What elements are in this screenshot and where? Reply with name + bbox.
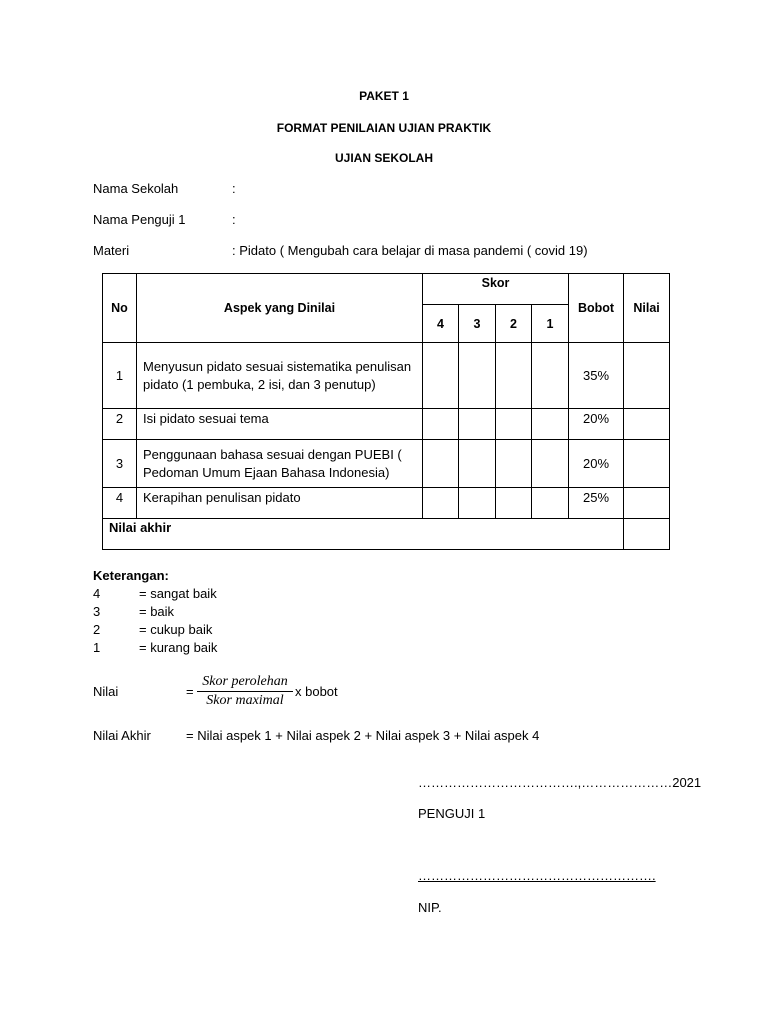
header-skor-1: 1 bbox=[532, 305, 569, 343]
keterangan-key: 2 bbox=[93, 622, 101, 637]
score-cell[interactable] bbox=[496, 343, 532, 409]
keterangan-desc: = kurang baik bbox=[139, 640, 218, 655]
score-cell[interactable] bbox=[459, 343, 496, 409]
nama-sekolah-label: Nama Sekolah bbox=[93, 181, 179, 196]
header-skor-2: 2 bbox=[496, 305, 532, 343]
table-row bbox=[103, 488, 670, 519]
nip-label: NIP. bbox=[418, 900, 442, 915]
nilai-akhir-formula-label: Nilai Akhir bbox=[93, 728, 151, 743]
formula-numerator: Skor perolehan bbox=[197, 674, 293, 692]
row-aspek: Kerapihan penulisan pidato bbox=[137, 488, 423, 519]
row-bobot: 20% bbox=[569, 440, 624, 488]
materi-label: Materi bbox=[93, 243, 130, 258]
formula-suffix: x bobot bbox=[295, 684, 338, 699]
row-bobot: 20% bbox=[569, 409, 624, 440]
row-no: 1 bbox=[103, 343, 137, 409]
nama-penguji-value: : bbox=[232, 212, 236, 227]
nilai-label: Nilai bbox=[93, 684, 119, 699]
nama-sekolah-value: : bbox=[232, 181, 236, 196]
nilai-akhir-label: Nilai akhir bbox=[103, 519, 624, 550]
document-title: FORMAT PENILAIAN UJIAN PRAKTIK bbox=[276, 121, 492, 135]
score-cell[interactable] bbox=[496, 440, 532, 488]
date-line: ……………………………….,…………………2021 bbox=[418, 775, 702, 790]
score-cell[interactable] bbox=[532, 409, 569, 440]
header-skor: Skor bbox=[423, 274, 569, 305]
penguji-role: PENGUJI 1 bbox=[418, 806, 486, 821]
row-no: 3 bbox=[103, 440, 137, 488]
keterangan-key: 4 bbox=[93, 586, 101, 601]
table-row bbox=[103, 409, 670, 440]
table-row bbox=[103, 343, 670, 409]
nilai-cell[interactable] bbox=[624, 343, 670, 409]
score-cell[interactable] bbox=[459, 409, 496, 440]
header-aspek: Aspek yang Dinilai bbox=[137, 274, 423, 343]
header-nilai: Nilai bbox=[624, 274, 670, 343]
nilai-akhir-cell[interactable] bbox=[624, 519, 670, 550]
header-skor-3: 3 bbox=[459, 305, 496, 343]
score-cell[interactable] bbox=[423, 343, 459, 409]
formula-equals: = bbox=[186, 684, 194, 699]
keterangan-desc: = sangat baik bbox=[139, 586, 217, 601]
signature-name-line: ………………………………………………. bbox=[418, 868, 656, 883]
nilai-akhir-formula: = Nilai aspek 1 + Nilai aspek 2 + Nilai aspek 3 + Nilai aspek 4 bbox=[186, 728, 540, 743]
nama-penguji-label: Nama Penguji 1 bbox=[93, 212, 186, 227]
table-row bbox=[103, 440, 670, 488]
formula-fraction bbox=[197, 674, 293, 709]
header-bobot: Bobot bbox=[569, 274, 624, 343]
row-no: 2 bbox=[103, 409, 137, 440]
score-cell[interactable] bbox=[423, 409, 459, 440]
nilai-cell[interactable] bbox=[624, 488, 670, 519]
document-subtitle: UJIAN SEKOLAH bbox=[334, 151, 433, 165]
keterangan-key: 3 bbox=[93, 604, 101, 619]
row-aspek: Penggunaan bahasa sesuai dengan PUEBI ( Pedoman Umum Ejaan Bahasa Indonesia) bbox=[137, 440, 423, 488]
row-aspek: Menyusun pidato sesuai sistematika penulisan pidato (1 pembuka, 2 isi, dan 3 penutup) bbox=[137, 343, 423, 409]
score-cell[interactable] bbox=[532, 440, 569, 488]
materi-value: : Pidato ( Mengubah cara belajar di masa pandemi ( covid 19) bbox=[232, 243, 588, 258]
score-cell[interactable] bbox=[459, 488, 496, 519]
score-cell[interactable] bbox=[532, 343, 569, 409]
row-aspek: Isi pidato sesuai tema bbox=[137, 409, 423, 440]
score-cell[interactable] bbox=[496, 488, 532, 519]
formula-denominator: Skor maximal bbox=[206, 693, 284, 708]
row-bobot: 35% bbox=[569, 343, 624, 409]
score-cell[interactable] bbox=[496, 409, 532, 440]
header-no: No bbox=[103, 274, 137, 343]
paket-label: PAKET 1 bbox=[359, 89, 409, 103]
score-cell[interactable] bbox=[459, 440, 496, 488]
row-no: 4 bbox=[103, 488, 137, 519]
keterangan-desc: = cukup baik bbox=[139, 622, 213, 637]
score-cell[interactable] bbox=[423, 488, 459, 519]
nilai-cell[interactable] bbox=[624, 440, 670, 488]
keterangan-title: Keterangan: bbox=[93, 568, 169, 583]
assessment-table bbox=[102, 273, 670, 550]
row-bobot: 25% bbox=[569, 488, 624, 519]
nilai-cell[interactable] bbox=[624, 409, 670, 440]
keterangan-key: 1 bbox=[93, 640, 101, 655]
header-skor-4: 4 bbox=[423, 305, 459, 343]
table-footer-row bbox=[103, 519, 670, 550]
keterangan-desc: = baik bbox=[139, 604, 175, 619]
score-cell[interactable] bbox=[532, 488, 569, 519]
score-cell[interactable] bbox=[423, 440, 459, 488]
